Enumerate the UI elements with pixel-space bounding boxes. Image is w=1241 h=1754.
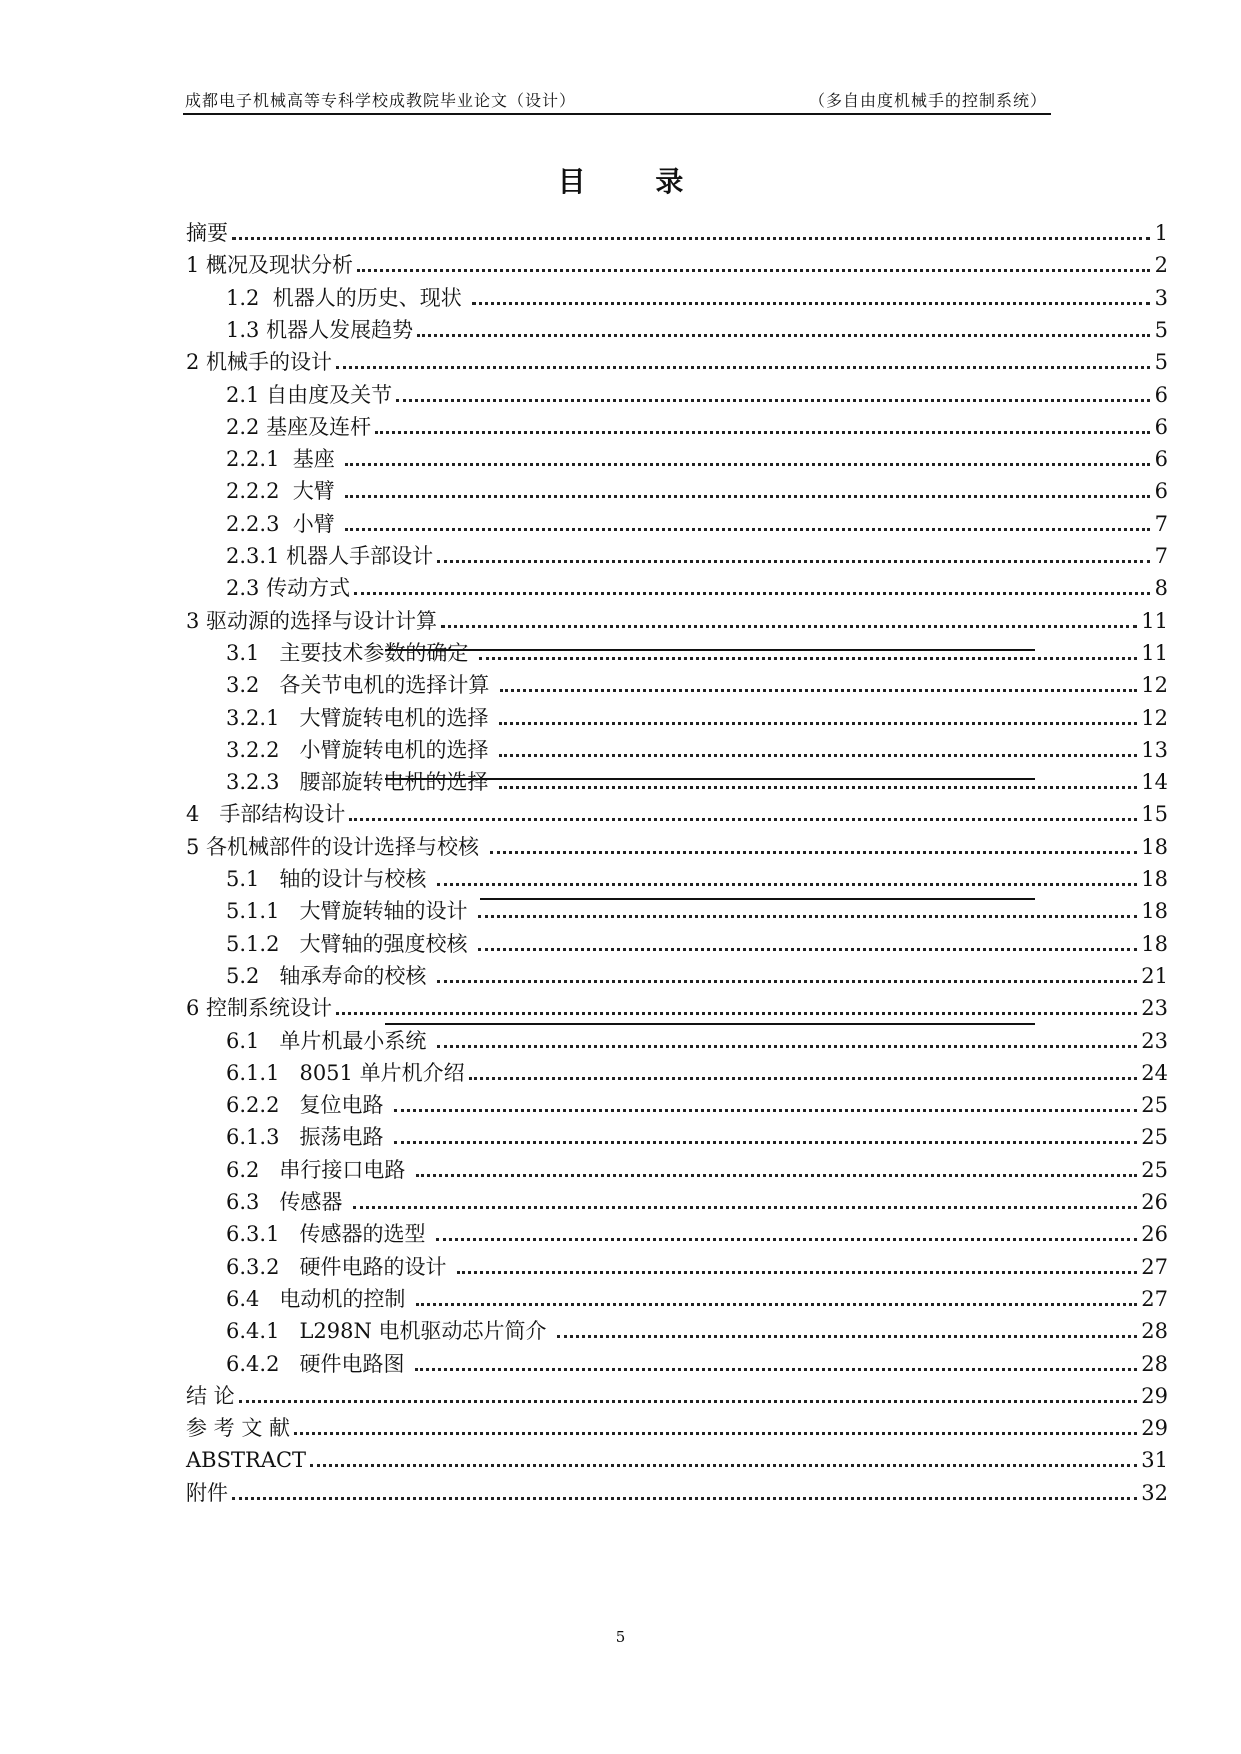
toc-dot-leader [394, 1141, 1137, 1144]
toc-entry[interactable] [186, 1379, 1168, 1409]
toc-entry-page: 27 [1141, 1254, 1168, 1279]
toc-entry-title: 2.1 自由度及关节 [226, 382, 393, 407]
toc-entry-page: 15 [1141, 802, 1168, 827]
toc-entry[interactable] [186, 765, 1168, 795]
toc-entry-title: 6.2.2 复位电路 [226, 1093, 391, 1118]
toc-dot-leader [349, 818, 1137, 821]
toc-entry[interactable] [186, 991, 1168, 1021]
toc-entry-title: ABSTRACT [186, 1448, 307, 1473]
toc-entry-title: 2.2.3 小臂 [226, 511, 342, 536]
toc-entry[interactable] [186, 216, 1168, 246]
strike-line [385, 778, 1035, 780]
toc-entry[interactable] [186, 248, 1168, 278]
toc-entry-title: 4 手部结构设计 [186, 802, 346, 827]
toc-dot-leader [499, 754, 1137, 757]
toc-entry-page: 25 [1141, 1157, 1168, 1182]
toc-entry[interactable] [186, 862, 1168, 892]
toc-entry-page: 5 [1154, 317, 1168, 342]
toc-entry[interactable] [186, 1443, 1168, 1473]
toc-entry[interactable] [186, 1056, 1168, 1086]
toc-entry-page: 18 [1141, 834, 1168, 859]
toc-entry[interactable] [186, 313, 1168, 343]
toc-entry-title: 2.2.2 大臂 [226, 479, 342, 504]
toc-dot-leader [353, 1206, 1137, 1209]
toc-dot-leader [232, 237, 1150, 240]
toc-dot-leader [336, 366, 1150, 369]
toc-entry[interactable] [186, 701, 1168, 731]
toc-entry-title: 6 控制系统设计 [186, 996, 333, 1021]
toc-entry-title: 5.1.2 大臂轴的强度校核 [226, 931, 475, 956]
toc-entry-page: 12 [1141, 673, 1168, 698]
toc-entry-page: 25 [1141, 1125, 1168, 1150]
toc-dot-leader [345, 495, 1150, 498]
toc-entry-title: 3 驱动源的选择与设计计算 [186, 608, 438, 633]
toc-entry-page: 1 [1154, 221, 1168, 245]
strike-line [385, 649, 1035, 651]
toc-entry-title: 6.3.2 硬件电路的设计 [226, 1254, 454, 1279]
toc-entry-page: 29 [1141, 1383, 1168, 1408]
toc-dot-leader [437, 560, 1150, 563]
toc-entry-page: 6 [1154, 447, 1168, 472]
toc-entry[interactable] [186, 959, 1168, 989]
toc-entry[interactable] [186, 927, 1168, 957]
toc-entry[interactable] [186, 1347, 1168, 1377]
toc-entry-title: 6.4 电动机的控制 [226, 1286, 413, 1311]
toc-entry-title: 3.2.1 大臂旋转电机的选择 [226, 705, 496, 730]
toc-entry-title: 结 论 [186, 1383, 235, 1408]
toc-entry-page: 11 [1141, 608, 1168, 633]
toc-entry-title: 6.2 串行接口电路 [226, 1157, 413, 1182]
toc-entry-title: 3.2.3 腰部旋转电机的选择 [226, 770, 496, 795]
toc-entry-title: 6.1.3 振荡电路 [226, 1125, 391, 1150]
toc-entry-page: 32 [1141, 1480, 1168, 1505]
toc-entry-title: 1.3 机器人发展趋势 [226, 317, 414, 342]
toc-entry-title: 6.1 单片机最小系统 [226, 1028, 434, 1053]
toc-entry-title: 6.4.1 L298N 电机驱动芯片简介 [226, 1319, 554, 1344]
toc-entry-title: 3.1 主要技术参数的确定 [226, 640, 476, 665]
toc-entry-page: 23 [1141, 996, 1168, 1021]
toc-entry-page: 31 [1141, 1448, 1168, 1473]
toc-entry-page: 6 [1154, 382, 1168, 407]
running-header [183, 86, 1051, 112]
strike-line [480, 898, 1035, 900]
toc-entry-title: 2.3.1 机器人手部设计 [226, 544, 434, 568]
toc-entry-page: 7 [1154, 511, 1168, 536]
toc-dot-leader [499, 722, 1137, 725]
toc-entry[interactable] [186, 1250, 1168, 1280]
toc-entry[interactable] [186, 442, 1168, 472]
toc-entry-page: 6 [1154, 414, 1168, 439]
toc-entry-page: 28 [1141, 1319, 1168, 1344]
toc-dot-leader [345, 463, 1150, 466]
toc-dot-leader [336, 1012, 1137, 1015]
toc-dot-leader [232, 1497, 1137, 1500]
toc-dot-leader [416, 1303, 1137, 1306]
toc-dot-leader [357, 269, 1150, 272]
toc-dot-leader [441, 625, 1137, 628]
toc-entry-page: 8 [1154, 576, 1168, 601]
toc-entry[interactable] [186, 539, 1168, 569]
toc-dot-leader [457, 1271, 1137, 1274]
toc-entry-title: 6.1.1 8051 单片机介绍 [226, 1060, 465, 1085]
toc-entry-title: 附件 [186, 1480, 228, 1505]
toc-entry[interactable] [186, 604, 1168, 634]
toc-dot-leader [479, 657, 1137, 660]
toc-entry-title: 5.2 轴承寿命的校核 [226, 963, 434, 988]
toc-entry-title: 2.3 传动方式 [226, 576, 351, 601]
toc-entry-page: 18 [1141, 867, 1168, 891]
toc-entry-title: 1.2 机器人的历史、现状 [226, 285, 469, 310]
toc-entry-title: 6.3.1 传感器的选型 [226, 1222, 433, 1247]
toc-entry[interactable] [186, 1314, 1168, 1344]
toc-dot-leader [478, 915, 1137, 918]
toc-entry-title: 5 各机械部件的设计选择与校核 [186, 834, 486, 859]
toc-entry-title: 5.1.1 大臂旋转轴的设计 [226, 899, 475, 924]
toc-entry-title: 摘要 [186, 221, 228, 245]
toc-entry[interactable] [186, 378, 1168, 408]
toc-entry-title: 2 机械手的设计 [186, 350, 333, 375]
toc-dot-leader [310, 1464, 1137, 1467]
header-thesis-title: （多自由度机械手的控制系统） [808, 91, 1047, 110]
header-school-title: 成都电子机械高等专科学校成教院毕业论文（设计） [185, 91, 577, 110]
toc-entry-title: 3.2 各关节电机的选择计算 [226, 673, 497, 698]
toc-dot-leader [469, 1077, 1138, 1080]
toc-dot-leader [499, 786, 1137, 789]
toc-entry-title: 2.2.1 基座 [226, 447, 342, 472]
toc-entry-page: 18 [1141, 931, 1168, 956]
toc-entry-page: 21 [1141, 963, 1168, 988]
toc-dot-leader [345, 528, 1150, 531]
toc-entry-page: 14 [1141, 770, 1168, 795]
toc-entry[interactable] [186, 830, 1168, 860]
toc-entry-page: 5 [1154, 350, 1168, 375]
toc-dot-leader [375, 431, 1150, 434]
toc-dot-leader [417, 334, 1150, 337]
toc-entry-page: 11 [1141, 640, 1168, 665]
toc-entry[interactable] [186, 797, 1168, 827]
toc-entry-page: 7 [1154, 544, 1168, 568]
toc-entry-page: 24 [1141, 1060, 1168, 1085]
toc-dot-leader [239, 1400, 1138, 1403]
toc-entry[interactable] [186, 410, 1168, 440]
toc-entry-page: 6 [1154, 479, 1168, 504]
toc-entry-page: 28 [1141, 1351, 1168, 1376]
toc-dot-leader [394, 1109, 1137, 1112]
toc-entry[interactable] [186, 1120, 1168, 1150]
toc-entry-title: 3.2.2 小臂旋转电机的选择 [226, 737, 496, 762]
toc-entry[interactable] [186, 733, 1168, 763]
toc-entry[interactable] [186, 1185, 1168, 1215]
toc-entry[interactable] [186, 1282, 1168, 1312]
toc-dot-leader [557, 1335, 1137, 1338]
toc-entry[interactable] [186, 1153, 1168, 1183]
toc-entry-page: 26 [1141, 1222, 1168, 1247]
toc-dot-leader [416, 1174, 1137, 1177]
toc-dot-leader [294, 1432, 1137, 1435]
toc-entry-page: 23 [1141, 1028, 1168, 1053]
toc-entry[interactable] [186, 1217, 1168, 1247]
toc-dot-leader [437, 980, 1137, 983]
toc-dot-leader [490, 851, 1138, 854]
toc-entry[interactable] [186, 345, 1168, 375]
header-rule [183, 113, 1051, 115]
toc-entry-page: 13 [1141, 737, 1168, 762]
toc-entry-title: 1 概况及现状分析 [186, 253, 354, 278]
toc-entry-title: 5.1 轴的设计与校核 [226, 867, 434, 891]
toc-entry[interactable] [186, 281, 1168, 311]
toc-entry-page: 25 [1141, 1093, 1168, 1118]
toc-entry[interactable] [186, 1024, 1168, 1054]
page-title: 目 录 [557, 165, 714, 198]
page-number: 5 [615, 1628, 626, 1646]
toc-dot-leader [472, 302, 1150, 305]
toc-entry-title: 参 考 文 献 [186, 1416, 291, 1441]
toc-entry-title: 2.2 基座及连杆 [226, 414, 372, 439]
toc-dot-leader [436, 1238, 1137, 1241]
toc-dot-leader [478, 948, 1137, 951]
toc-dot-leader [396, 399, 1150, 402]
toc-entry[interactable] [186, 474, 1168, 504]
toc-entry-page: 18 [1141, 899, 1168, 924]
toc-entry[interactable] [186, 571, 1168, 601]
toc-dot-leader [437, 883, 1137, 886]
toc-entry[interactable] [186, 507, 1168, 537]
toc-dot-leader [500, 689, 1137, 692]
toc-dot-leader [437, 1045, 1137, 1048]
toc-entry-title: 6.4.2 硬件电路图 [226, 1351, 412, 1376]
toc-entry-page: 2 [1154, 253, 1168, 278]
toc-entry[interactable] [186, 1088, 1168, 1118]
strike-line [385, 1023, 1035, 1025]
toc-entry[interactable] [186, 1476, 1168, 1506]
toc-entry[interactable] [186, 668, 1168, 698]
toc-entry-page: 29 [1141, 1416, 1168, 1441]
toc-entry-page: 3 [1154, 285, 1168, 310]
toc-entry-page: 27 [1141, 1286, 1168, 1311]
toc-entry[interactable] [186, 1411, 1168, 1441]
toc-dot-leader [354, 592, 1150, 595]
toc-dot-leader [415, 1368, 1137, 1371]
toc-entry-page: 12 [1141, 705, 1168, 730]
toc-entry-title: 6.3 传感器 [226, 1190, 350, 1214]
toc-entry-page: 26 [1141, 1190, 1168, 1214]
